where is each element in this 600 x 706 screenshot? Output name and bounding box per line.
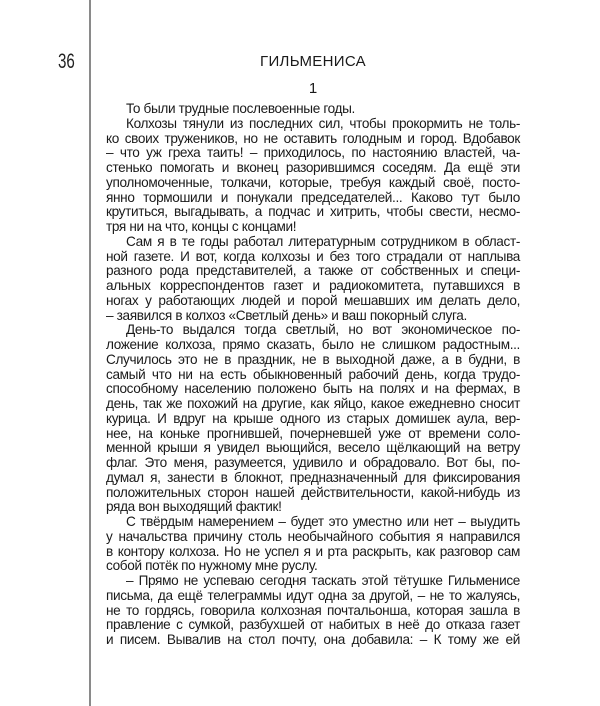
text-line: в контору колхоза. Но не успел я и рта раскрыть, как разговор сам: [106, 543, 520, 559]
text-line: разного рода представителей, а также от собственных и специ-: [106, 263, 520, 279]
text-line: ко своих тружеников, но не оставить голодным и город. Вдобавок: [106, 130, 520, 146]
text-line: То были трудные послевоенные годы.: [126, 101, 355, 116]
text-line: крутиться, выгадывать, а подчас и хитрить, чтобы свести, несмо-: [106, 204, 520, 220]
text-line: Сам я в те годы работал литературным сотрудником в област-: [126, 233, 520, 249]
text-line: ложение колхоза, прямо сказать, было не слишком радостным...: [106, 337, 520, 352]
text-line: письма, да ещё телеграммы идут одна за другой, – не то жалуясь,: [106, 587, 520, 603]
paragraph: [106, 117, 520, 235]
text-line: День-то выдался тогда светлый, но вот экономическое по-: [126, 322, 520, 338]
story-title: ГИЛЬМЕНИСА: [260, 53, 366, 70]
text-line: нее, на коньке прогнившей, почерневшей уже от времени соло-: [106, 425, 520, 441]
text-line: янно тормошили и понукали председателей... Каково тут было: [106, 189, 520, 205]
text-line: и писем. Вывалив на стол почту, она добавила: – К тому же ей: [106, 632, 520, 647]
text-line: правление с сумкой, разбухшей от набитых в неё до отказа газет: [106, 617, 520, 633]
text-line: – заявился в колхоз «Светлый день» и ваш покорный слуга.: [106, 307, 467, 323]
text-line: тря ни на что, концы с концами!: [106, 219, 297, 234]
text-line: не то гордясь, говорила колхозная почтальонша, которая зашла в: [106, 602, 520, 618]
text-line: стенько помогать и вконец разорившимся соседям. Да ещё эти: [106, 160, 520, 175]
text-line: у начальства причину столь необычайного события я направился: [106, 528, 520, 544]
paragraph: [106, 102, 520, 117]
text-line: Случилось это не в праздник, не в выходной даже, а в будни, в: [106, 351, 520, 367]
paragraph: [106, 515, 520, 574]
text-line: – что уж греха таить! – приходилось, по настоянию властей, ча-: [106, 145, 520, 161]
text-line: ной газете. И вот, когда колхозы и без того страдали от наплыва: [106, 248, 520, 264]
page-margin-rule: [89, 0, 91, 706]
text-line: думал я, занести в блокнот, предназначенный для фиксирования: [106, 469, 520, 485]
text-line: день, так же похожий на другие, как яйцо, какое ежедневно сносит: [106, 396, 520, 411]
text-line: менной крыши я увидел вьющийся, весело щёлкающий на ветру: [106, 440, 520, 456]
paragraph: [106, 574, 520, 648]
body-text: [106, 102, 520, 648]
paragraph: [106, 323, 520, 515]
text-line: способному населению положено быть на полях и на фермах, в: [106, 381, 520, 397]
text-line: флаг. Это меня, разумеется, удивило и обрадовало. Вот бы, по-: [106, 455, 520, 470]
text-line: – Прямо не успеваю сегодня таскать этой тётушке Гильменисе: [126, 573, 520, 588]
text-line: ряда вон выходящий фактик!: [106, 499, 282, 515]
text-line: Колхозы тянули из последних сил, чтобы прокормить не толь-: [126, 115, 520, 131]
text-line: ногах у работающих людей и порой мешавших им делать дело,: [106, 292, 520, 308]
page-number: 36: [58, 50, 75, 73]
text-line: С твёрдым намерением – будет это уместно или нет – выудить: [126, 514, 520, 529]
text-line: положительных сторон нашей действительности, какой-нибудь из: [106, 484, 520, 500]
text-line: курица. И вдруг на крыше одного из старых домишек аула, вер-: [106, 410, 520, 426]
text-line: альных корреспондентов газет и радиокомитета, путавшихся в: [106, 278, 520, 293]
chapter-number: 1: [308, 80, 318, 97]
text-line: самый что ни на есть обыкновенный рабочий день, когда трудо-: [106, 366, 520, 382]
text-line: уполномоченные, толкачи, которые, требуя каждый своё, посто-: [106, 174, 520, 190]
paragraph: [106, 235, 520, 324]
text-line: собой потёк по нужному мне руслу.: [106, 558, 318, 574]
